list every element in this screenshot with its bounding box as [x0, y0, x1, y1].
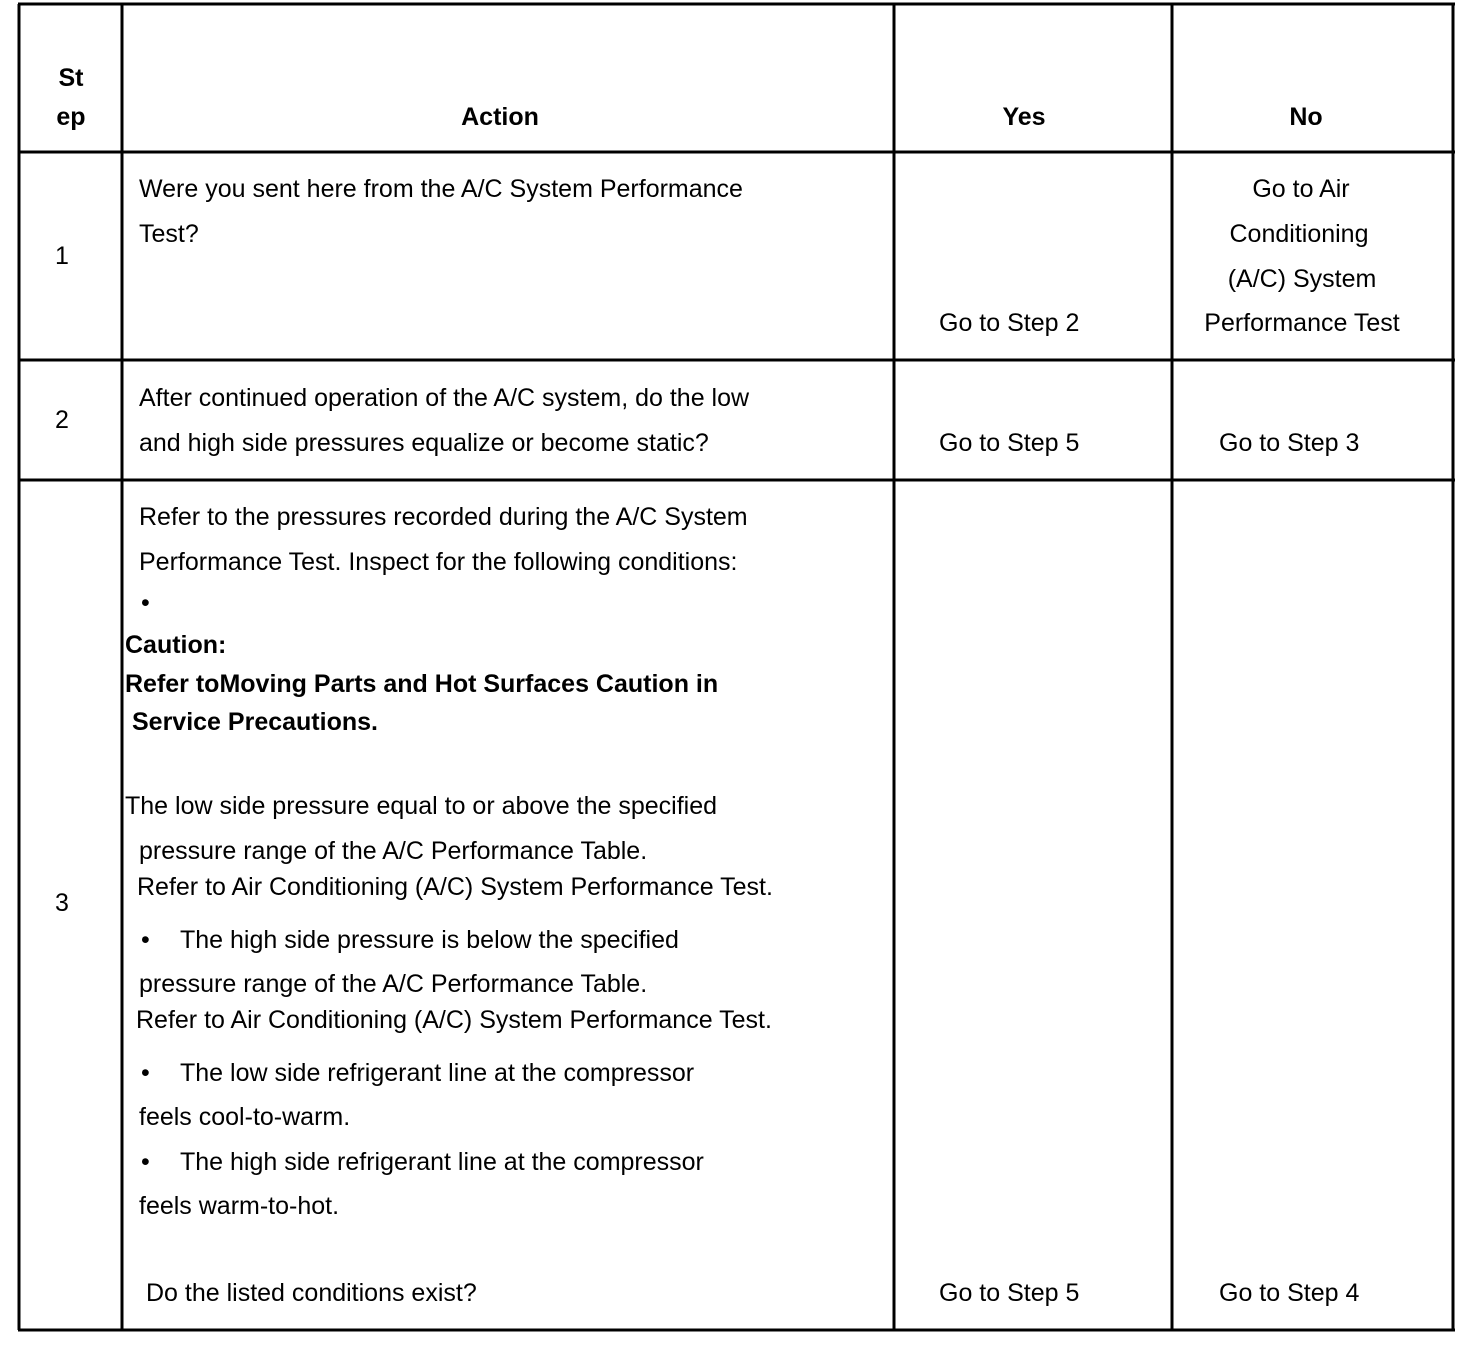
row3-question: Do the listed conditions exist? — [146, 1279, 477, 1307]
row3-cond2-line1: The high side pressure is below the specified — [180, 926, 679, 954]
row3-caution-line2: Service Precautions. — [132, 708, 378, 736]
header-yes: Yes — [1002, 103, 1046, 131]
row1-no-line4: Performance Test — [1204, 309, 1400, 337]
row2-yes: Go to Step 5 — [939, 429, 1080, 457]
row3-intro-line2: Performance Test. Inspect for the following conditions: — [139, 548, 738, 576]
row3-cond2-line2: pressure range of the A/C Performance Table. — [139, 970, 648, 998]
header-step-line1: St — [58, 64, 84, 92]
row3-cond3-line2: feels cool-to-warm. — [139, 1103, 351, 1131]
row3-cond3-bullet: • — [141, 1059, 150, 1087]
row3-cond1-ref: Refer to Air Conditioning (A/C) System Performance Test. — [137, 873, 773, 901]
row1-step: 1 — [55, 242, 69, 270]
row3-step: 3 — [55, 889, 69, 917]
row3-cond4-line1: The high side refrigerant line at the compressor — [180, 1148, 704, 1176]
row3-cond4-line2: feels warm-to-hot. — [139, 1192, 340, 1220]
row1-no-line1: Go to Air — [1252, 175, 1350, 203]
row3-cond2-bullet: • — [141, 926, 150, 954]
row3-cond1-line1: The low side pressure equal to or above the specified — [125, 792, 718, 820]
row1-yes: Go to Step 2 — [939, 309, 1080, 337]
header-action: Action — [461, 103, 539, 131]
row2-no: Go to Step 3 — [1219, 429, 1360, 457]
row3-caution-bullet: • — [141, 589, 150, 617]
row3-no: Go to Step 4 — [1219, 1279, 1360, 1307]
row3-cond3-line1: The low side refrigerant line at the compressor — [180, 1059, 695, 1087]
row3-cond1-line2: pressure range of the A/C Performance Table. — [139, 837, 648, 865]
row3-caution-line1: Refer toMoving Parts and Hot Surfaces Caution in — [125, 670, 719, 698]
row2-action-line1: After continued operation of the A/C system, do the low — [139, 384, 750, 412]
row3-yes: Go to Step 5 — [939, 1279, 1080, 1307]
row1-action-line2: Test? — [139, 220, 199, 248]
row1-no-line2: Conditioning — [1229, 220, 1369, 248]
header-no: No — [1289, 103, 1323, 131]
row1-no-line3: (A/C) System — [1227, 265, 1377, 293]
row3-caution-title: Caution: — [125, 631, 227, 659]
row1-action-line1: Were you sent here from the A/C System Performance — [139, 175, 743, 203]
row3-intro-line1: Refer to the pressures recorded during the A/C System — [139, 503, 748, 531]
row3-cond2-ref: Refer to Air Conditioning (A/C) System Performance Test. — [136, 1006, 772, 1034]
header-step-line2: ep — [56, 103, 86, 131]
row2-action-line2: and high side pressures equalize or become static? — [139, 429, 709, 457]
row2-step: 2 — [55, 406, 69, 434]
row3-cond4-bullet: • — [141, 1148, 150, 1176]
